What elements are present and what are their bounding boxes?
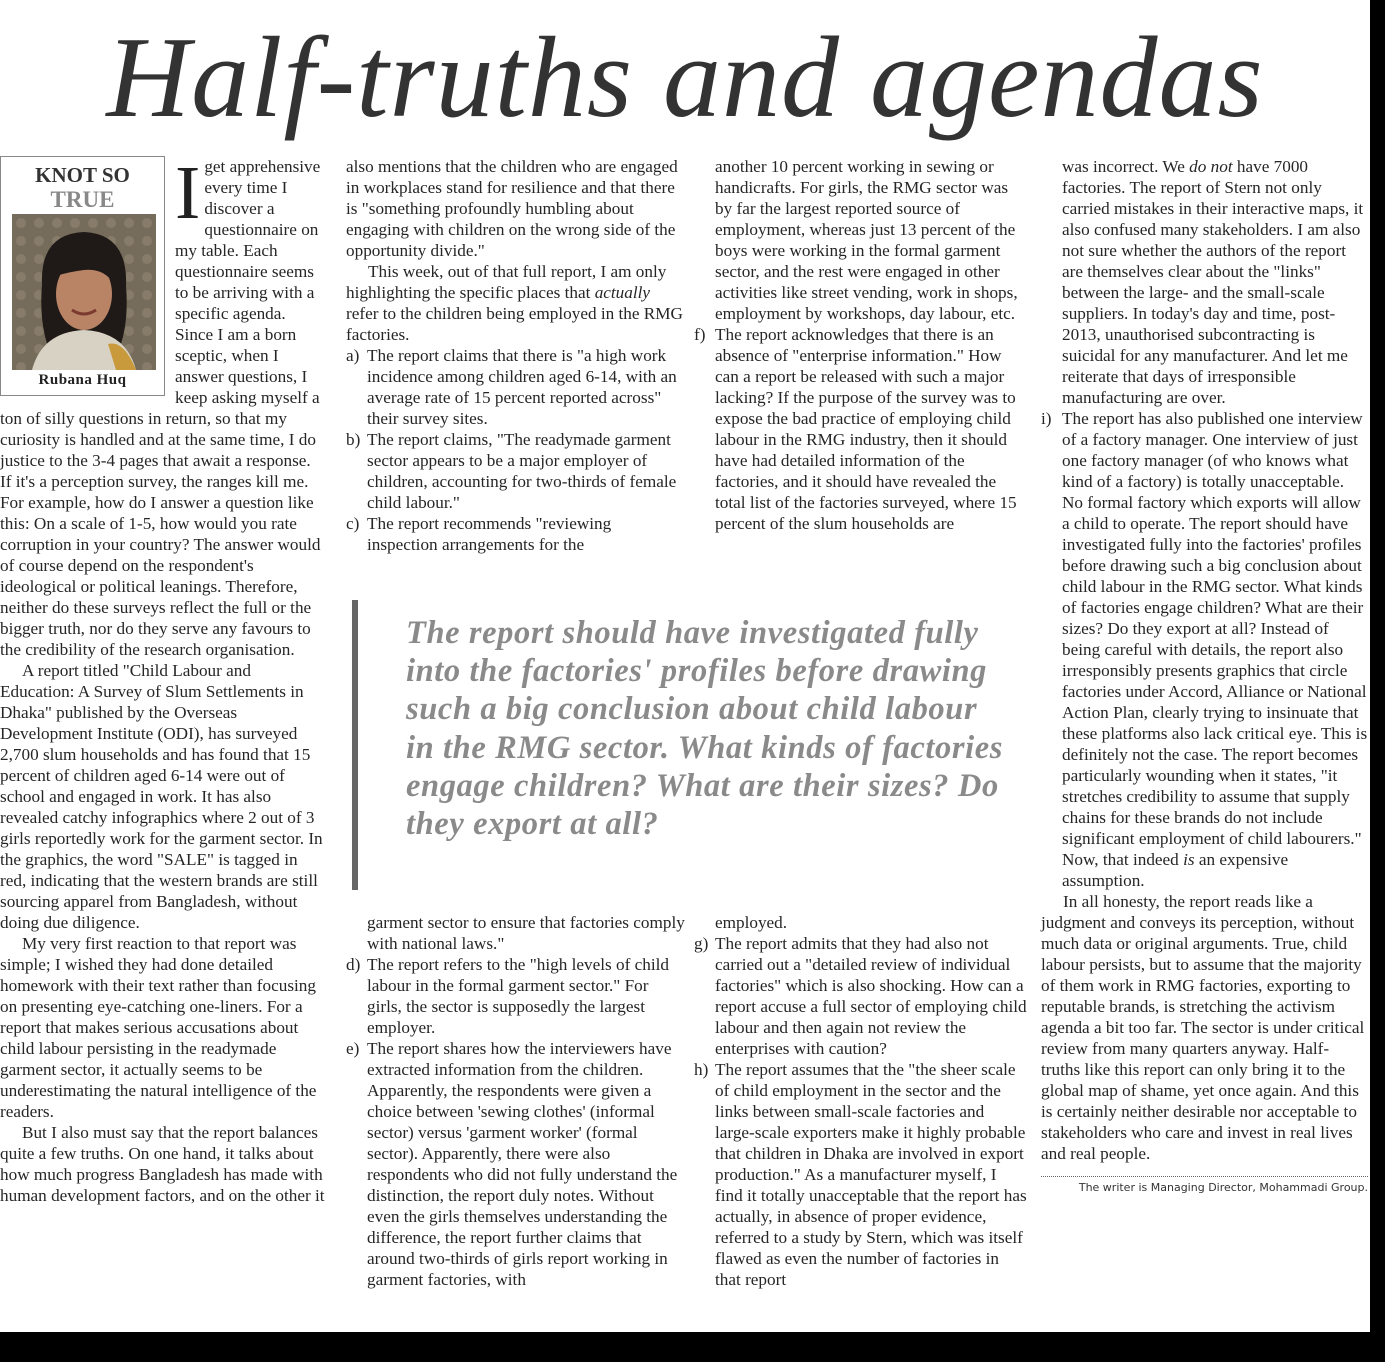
column-2-lower — [346, 912, 686, 1290]
column-title-box — [0, 156, 165, 396]
list-item-e: e) The report shares how the interviewers have extracted information from the children. Apparently, the respondents were given a choice between 'sewing clothes' (informal sector) versus 'garment worker' (formal sector). Apparently, there were also respondents who did not fully understand the distinction, the report duly notes. Without even the girls themselves understanding the difference, the report further claims that around two-thirds of girls report working in garment factories, with — [346, 1039, 678, 1289]
paragraph: This week, out of that full report, I am only highlighting the specific places that actually refer to the children being employed in the RMG factories. — [346, 262, 683, 344]
list-item-f-continued: employed. — [715, 913, 788, 932]
list-item-e-continued: another 10 percent working in sewing or handicrafts. For girls, the RMG sector was by far the largest reported source of employment, whereas just 13 percent of the boys were working in the formal garment sector, and the rest were engaged in other activities like street vending, work in shops, employment by workshops, day labour, etc. — [715, 157, 1018, 323]
paragraph: My very first reaction to that report was simple; I wished they had done detailed homework with their text rather than focusing on presenting eye-catching one-liners. For a report that makes serious accusations about child labour persisting in the readymade garment sector, it actually seems to be underestimating the natural intelligence of the readers. — [0, 934, 317, 1121]
tagline-divider — [1041, 1176, 1368, 1177]
list-item-h: h) The report assumes that the "the sheer scale of child employment in the sector and the links between small-scale factories and large-scale exporters make it highly probable that children in Dhaka are involved in export production." As a manufacturer myself, I find it totally unacceptable that the report has actually, in absence of proper evidence, referred to a study by Stern, which was itself flawed as even the number of factories in that report — [694, 1060, 1027, 1289]
list-item-i: i) The report has also published one interview of a factory manager. One interview of just one factory manager (of who knows what kind of a factory) is totally unacceptable. No formal factory which exports will allow a child to operate. The report should have investigated fully into the factories' profiles before drawing such a big conclusion about child labour in the RMG sector. What kinds of factories engage children? What are their sizes? Do they export at all? Instead of being careful with details, the report also irresponsibly presents graphics that circle factories under Accord, Alliance or National Action Plan, clearly trying to insinuate that these platforms also lack critical eye. This is definitely not the case. The report becomes particularly wounding when it states, "it stretches credibility to assume that supply chains for these brands do not include significant employment of child labourers." Now, that indeed is an expensive assumption. — [1041, 409, 1368, 890]
column-title-line1: KNOT SO — [35, 163, 130, 187]
closing-paragraph: In all honesty, the report reads like a judgment and conveys its perception, without much data or original arguments. True, child labour persists, but to assume that the majority of them work in RMG factories, exporting to reputable brands, is stretching the activism agenda a bit too far. The sector is under critical review from many quarters anyway. Half-truths like this report can only bring it to the global map of shame, yet once again. And this is certainly neither desirable nor acceptable to stakeholders who care and invest in real lives and real people. — [1041, 892, 1365, 1163]
list-item-c-continued: garment sector to ensure that factories comply with national laws." — [367, 913, 685, 953]
author-portrait-icon — [12, 214, 156, 370]
author-photo — [12, 214, 156, 370]
column-title-line2: TRUE — [50, 187, 115, 212]
list-item-f: f) The report acknowledges that there is an absence of "enterprise information." How can a report be released with such a major lacking? If the purpose of the survey was to expose the bad practice of employing child labour in the RMG industry, then it should have had detailed information of the factories, and it should have revealed the total list of the factories surveyed, where 15 percent of the slum households are — [694, 325, 1017, 533]
list-item-a: a) The report claims that there is "a high work incidence among children aged 6-14, with an average rate of 15 percent reported across" their survey sites. — [346, 346, 677, 428]
list-item-h-continued: was incorrect. We do not have 7000 factories. The report of Stern not only carried mistakes in their interactive maps, it also confused many stakeholders. I am also not sure whether the authors of the report are themselves clear about the "links" between the large- and the small-scale suppliers. In today's day and time, post-2013, unauthorised subcontracting is suicidal for any manufacturer. And let me reiterate that days of irresponsible manufacturing are over. — [1062, 157, 1364, 407]
column-4 — [1041, 156, 1368, 1195]
column-3-lower — [694, 912, 1028, 1290]
author-byline: Rubana Huq — [38, 372, 127, 388]
list-item-c: c) The report recommends "reviewing inspection arrangements for the — [346, 514, 612, 554]
pull-quote — [352, 600, 1008, 890]
paragraph: A report titled "Child Labour and Education: A Survey of Slum Settlements in Dhaka" published by the Overseas Development Institute (ODI), has surveyed 2,700 slum households and has found that 15 percent of children aged 6-14 were out of school and engaged in work. It has also revealed catchy infographics where 2 out of 3 girls reportedly work for the garment sector. In the graphics, the word "SALE" is tagged in red, indicating that the western brands are still sourcing apparel from Bangladesh, without doing due diligence. — [0, 661, 323, 932]
author-tagline: The writer is Managing Director, Mohammadi Group. — [1078, 1181, 1368, 1194]
paragraph: also mentions that the children who are engaged in workplaces stand for resilience and that there is "something profoundly humbling about engaging with children on the wrong side of the opportunity divide." — [346, 157, 678, 260]
column-1 — [0, 151, 326, 1206]
list-item-b: b) The report claims, "The readymade garment sector appears to be a major employer of children, accounting for two-thirds of female child labour." — [346, 430, 677, 512]
paragraph: But I also must say that the report balances quite a few truths. On one hand, it talks about how much progress Bangladesh has made with human development factors, and on the other it — [0, 1123, 325, 1205]
pull-quote-text: The report should have investigated fully into the factories' profiles before drawing such a big conclusion about child labour in the RMG sector. What kinds of factories engage children? What are their sizes? Do they export at all? — [406, 615, 1004, 843]
drop-cap: I — [175, 151, 201, 235]
headline: Half-truths and agendas — [106, 14, 1264, 142]
paragraph: get apprehensive every time I discover a questionnaire on my table. Each questionnaire seems to be arriving with a specific agenda. Since I am a born sceptic, when I answer questions, I keep asking myself a ton of silly questions in return, so that my curiosity is handled and at the same time, I do justice to the 3-4 pages that await a response. If it's a perception survey, the ranges kill me. For example, how do I answer a question like this: On a scale of 1-5, how would you rate corruption in your country? The answer would of course depend on the respondent's ideological or political leanings. Therefore, neither do these surveys reflect the full or the bigger truth, nor do they serve any favours to the credibility of the research organisation. — [0, 157, 321, 659]
column-2 — [346, 156, 686, 1289]
list-item-g: g) The report admits that they had also not carried out a "detailed review of individual factories" which is also shocking. How can a report accuse a full sector of employing child labour and then again not review the enterprises with caution? — [694, 934, 1027, 1058]
list-item-d: d) The report refers to the "high levels of child labour in the formal garment sector." For girls, the sector is supposedly the largest employer. — [346, 955, 669, 1037]
